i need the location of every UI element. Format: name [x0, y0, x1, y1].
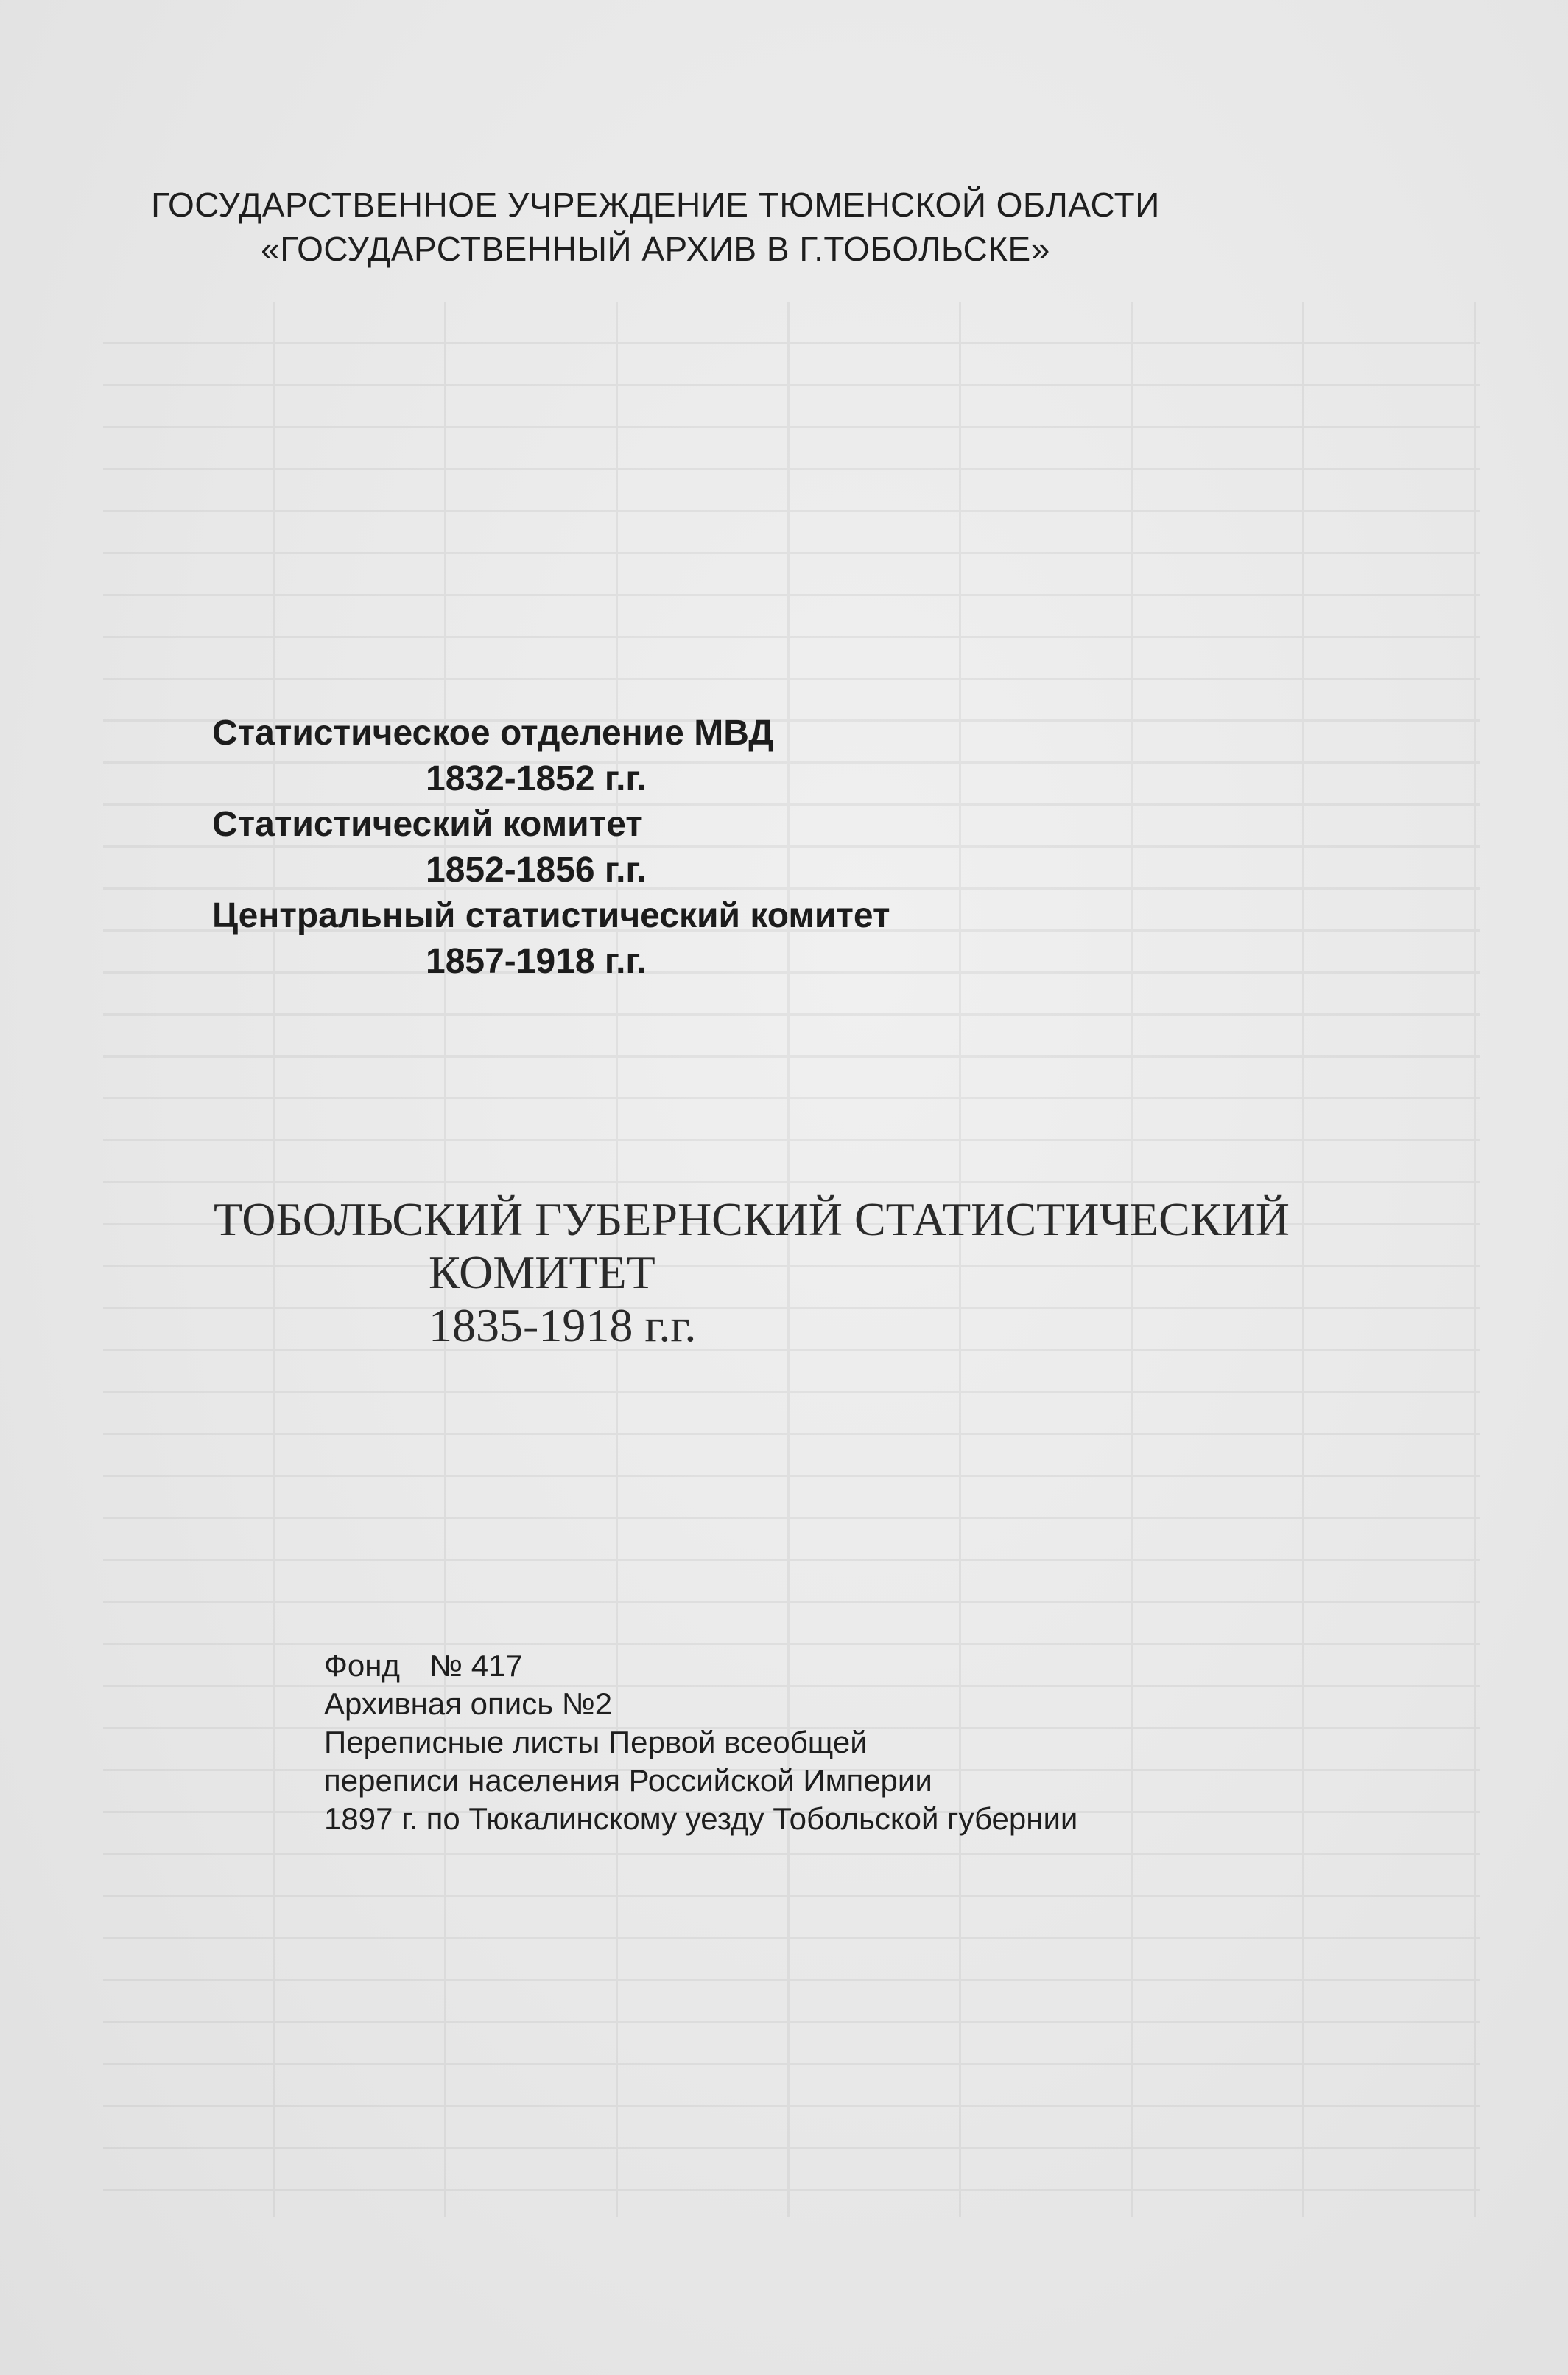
description-line-3: 1897 г. по Тюкалинскому уезду Тобольской губернии: [324, 1801, 1078, 1836]
main-title-line-1: ТОБОЛЬСКИЙ ГУБЕРНСКИЙ СТАТИСТИЧЕСКИЙ: [214, 1193, 1290, 1245]
main-title-years: 1835-1918 г.г.: [429, 1299, 697, 1351]
description-line-2: переписи населения Российской Империи: [324, 1763, 932, 1798]
header-line-1: ГОСУДАРСТВЕННОЕ УЧРЕЖДЕНИЕ ТЮМЕНСКОЙ ОБЛАСТИ: [151, 186, 1160, 224]
fund-info: [324, 1647, 1077, 1838]
archive-header: [103, 183, 1208, 271]
fund-number-line: [324, 1647, 1077, 1685]
history-years-2: 1852-1856 г.г.: [426, 851, 647, 890]
history-org-3: Центральный статистический комитет: [212, 896, 890, 935]
history-org-1: Статистическое отделение МВД: [212, 714, 774, 753]
inventory-line: Архивная опись №2: [324, 1686, 613, 1721]
organization-history: [212, 711, 890, 985]
history-org-2: Статистический комитет: [212, 805, 643, 844]
description-line-1: Переписные листы Первой всеобщей: [324, 1725, 868, 1759]
fund-number: № 417: [429, 1648, 523, 1683]
main-title: [214, 1193, 1290, 1352]
fund-label: Фонд: [324, 1648, 400, 1683]
history-years-3: 1857-1918 г.г.: [426, 942, 647, 981]
header-line-2: «ГОСУДАРСТВЕННЫЙ АРХИВ В Г.ТОБОЛЬСКЕ»: [261, 230, 1050, 268]
main-title-line-2: КОМИТЕТ: [429, 1246, 655, 1298]
history-years-1: 1832-1852 г.г.: [426, 759, 647, 798]
